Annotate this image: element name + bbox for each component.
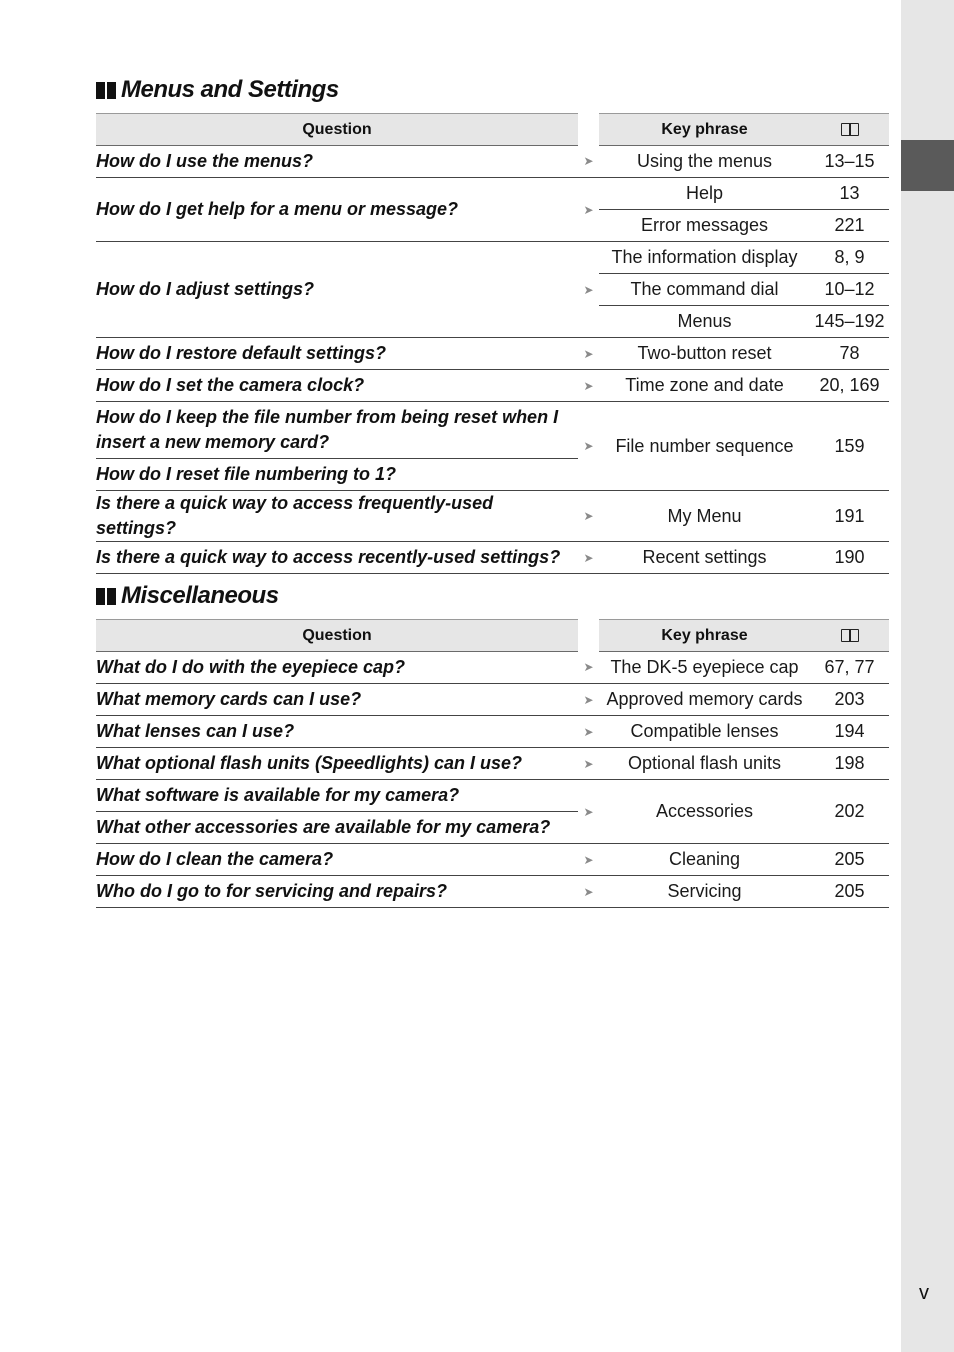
menus-settings-table (96, 113, 889, 574)
table-row (96, 178, 889, 210)
key-phrase-cell: The DK-5 eyepiece cap (599, 652, 810, 684)
column-header-key-phrase: Key phrase (599, 114, 810, 146)
page-ref-cell: 78 (810, 338, 889, 370)
question-cell: Is there a quick way to access recently-used settings? (96, 542, 578, 574)
right-arrowhead-icon: ➤ (578, 338, 599, 370)
question-cell: What other accessories are available for my camera? (96, 812, 578, 844)
question-cell: Is there a quick way to access frequently-used settings? (96, 491, 578, 542)
double-square-bullet-icon (96, 588, 118, 605)
table-header-row (96, 620, 889, 652)
question-cell: How do I clean the camera? (96, 844, 578, 876)
chapter-tab (901, 140, 954, 191)
right-arrowhead-icon: ➤ (578, 684, 599, 716)
key-phrase-cell: Approved memory cards (599, 684, 810, 716)
key-phrase-cell: Using the menus (599, 146, 810, 178)
key-phrase-cell: Recent settings (599, 542, 810, 574)
right-arrowhead-icon: ➤ (578, 370, 599, 402)
page-ref-cell: 145–192 (810, 306, 889, 338)
table-row (96, 780, 889, 812)
column-header-key-phrase: Key phrase (599, 620, 810, 652)
key-phrase-cell: Time zone and date (599, 370, 810, 402)
table-row (96, 748, 889, 780)
right-arrowhead-icon: ➤ (578, 178, 599, 242)
page-ref-cell: 191 (810, 491, 889, 542)
key-phrase-cell: Menus (599, 306, 810, 338)
key-phrase-cell: Servicing (599, 876, 810, 908)
table-row (96, 542, 889, 574)
right-arrowhead-icon: ➤ (578, 748, 599, 780)
section-title: Miscellaneous (121, 582, 279, 609)
page-ref-cell: 205 (810, 876, 889, 908)
right-arrowhead-icon: ➤ (578, 716, 599, 748)
table-row (96, 242, 889, 274)
column-header-question: Question (96, 620, 578, 652)
question-cell: What do I do with the eyepiece cap? (96, 652, 578, 684)
key-phrase-cell: The command dial (599, 274, 810, 306)
question-cell: How do I keep the file number from being reset when I insert a new memory card? (96, 402, 578, 459)
double-square-bullet-icon (96, 82, 118, 99)
page-ref-cell: 20, 169 (810, 370, 889, 402)
question-cell: How do I set the camera clock? (96, 370, 578, 402)
key-phrase-cell: My Menu (599, 491, 810, 542)
section-title: Menus and Settings (121, 76, 339, 103)
column-header-page (810, 114, 889, 146)
column-header-question: Question (96, 114, 578, 146)
right-arrowhead-icon: ➤ (578, 491, 599, 542)
question-cell: How do I restore default settings? (96, 338, 578, 370)
book-icon (841, 629, 859, 642)
page-ref-cell: 8, 9 (810, 242, 889, 274)
page-ref-cell: 13 (810, 178, 889, 210)
question-cell: What optional flash units (Speedlights) can I use? (96, 748, 578, 780)
right-arrowhead-icon: ➤ (578, 146, 599, 178)
key-phrase-cell: Two-button reset (599, 338, 810, 370)
page-ref-cell: 13–15 (810, 146, 889, 178)
right-arrowhead-icon: ➤ (578, 542, 599, 574)
column-header-spacer (578, 114, 599, 146)
section-heading-miscellaneous (96, 580, 279, 612)
page-number: v (919, 1282, 929, 1304)
question-cell: What lenses can I use? (96, 716, 578, 748)
right-arrowhead-icon: ➤ (578, 652, 599, 684)
section-heading-menus-settings (96, 74, 339, 106)
table-row (96, 716, 889, 748)
question-cell: How do I reset file numbering to 1? (96, 459, 578, 491)
key-phrase-cell: Accessories (599, 780, 810, 844)
page-ref-cell: 221 (810, 210, 889, 242)
key-phrase-cell: File number sequence (599, 402, 810, 491)
right-arrowhead-icon: ➤ (578, 780, 599, 844)
table-row (96, 652, 889, 684)
question-cell: Who do I go to for servicing and repairs? (96, 876, 578, 908)
miscellaneous-table (96, 619, 889, 908)
table-header-row (96, 114, 889, 146)
right-arrowhead-icon: ➤ (578, 242, 599, 338)
page-ref-cell: 190 (810, 542, 889, 574)
table-row (96, 684, 889, 716)
page-ref-cell: 202 (810, 780, 889, 844)
key-phrase-cell: Cleaning (599, 844, 810, 876)
side-margin-strip (901, 0, 954, 1352)
table-row (96, 844, 889, 876)
table-row (96, 491, 889, 542)
key-phrase-cell: Error messages (599, 210, 810, 242)
page-ref-cell: 205 (810, 844, 889, 876)
table-row (96, 338, 889, 370)
key-phrase-cell: Help (599, 178, 810, 210)
question-cell: How do I get help for a menu or message? (96, 178, 578, 242)
table-row (96, 876, 889, 908)
book-icon (841, 123, 859, 136)
table-row (96, 370, 889, 402)
table-row (96, 402, 889, 459)
column-header-spacer (578, 620, 599, 652)
key-phrase-cell: Compatible lenses (599, 716, 810, 748)
right-arrowhead-icon: ➤ (578, 876, 599, 908)
question-cell: What memory cards can I use? (96, 684, 578, 716)
table-row (96, 146, 889, 178)
column-header-page (810, 620, 889, 652)
key-phrase-cell: The information display (599, 242, 810, 274)
question-cell: How do I adjust settings? (96, 242, 578, 338)
page-ref-cell: 194 (810, 716, 889, 748)
page-ref-cell: 67, 77 (810, 652, 889, 684)
page-ref-cell: 203 (810, 684, 889, 716)
right-arrowhead-icon: ➤ (578, 402, 599, 491)
right-arrowhead-icon: ➤ (578, 844, 599, 876)
page-ref-cell: 159 (810, 402, 889, 491)
page-ref-cell: 198 (810, 748, 889, 780)
question-cell: How do I use the menus? (96, 146, 578, 178)
key-phrase-cell: Optional flash units (599, 748, 810, 780)
question-cell: What software is available for my camera? (96, 780, 578, 812)
page-ref-cell: 10–12 (810, 274, 889, 306)
